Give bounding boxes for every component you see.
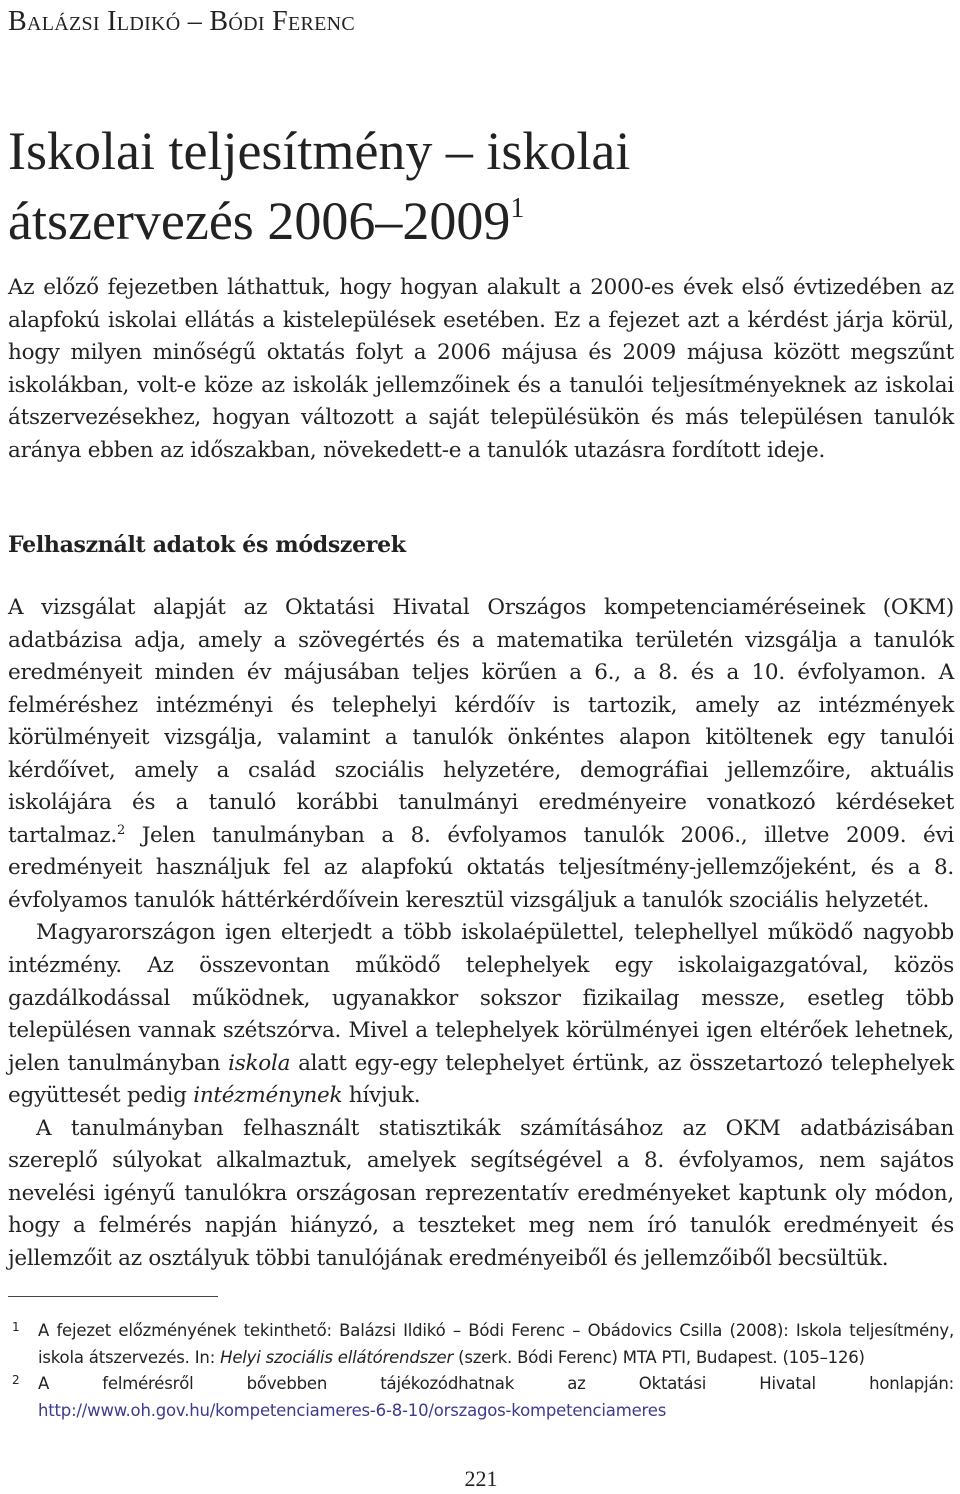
term-intezmeny: intézménynek xyxy=(193,1083,343,1109)
title-line-2: átszervezés 2006–2009 xyxy=(8,191,511,252)
page-number: 221 xyxy=(464,1466,498,1491)
term-iskola: iskola xyxy=(228,1050,291,1076)
footnotes xyxy=(8,1318,954,1424)
footnote-1 xyxy=(8,1318,954,1371)
title-footnote-ref[interactable]: 1 xyxy=(510,193,525,225)
paragraph-2 xyxy=(8,917,954,1112)
footnote-number: 2 xyxy=(12,1373,20,1387)
footnote-ref-2[interactable]: 2 xyxy=(116,822,125,838)
author-header: Balázsi Ildikó – Bódi Ferenc xyxy=(8,6,356,37)
paragraph-2-text-b: alatt egy-egy telephelyet értünk, az összetartozó telephelyek együttesét pedig xyxy=(8,1050,954,1109)
intro-text: Az előző fejezetben láthattuk, hogy hogyan alakult a 2000-es évek első évtizedében az alapfokú iskolai ellátás a kistelepülések esetében. Ez a fejezet azt a kérdést járja körül, hogy milyen minőségű oktatás folyt a 2006 májusa és 2009 májusa között megszűnt iskolákban, volt-e köze az iskolák jellemzőinek és a tanulói teljesítményeknek az iskolai átszervezésekhez, hogyan változott a saját településükön és más településen tanulók aránya ebben az időszakban, növekedett-e a tanulók utazásra fordított ideje. xyxy=(8,275,954,463)
footnote-1-text-a: A fejezet előzményének tekinthető: Balázsi Ildikó – Bódi Ferenc – Obádovics Csilla (2008): Iskola teljesítmény, iskola átszervezés. In: xyxy=(38,1321,954,1367)
paragraph-2-text-c: hívjuk. xyxy=(342,1083,421,1109)
footnote-2 xyxy=(8,1371,954,1424)
paragraph-1-text-b: Jelen tanulmányban a 8. évfolyamos tanulók 2006., illetve 2009. évi eredményeit használjuk fel az alapfokú oktatás teljesítmény-jellemzőjeként, és a 8. évfolyamos tanulók háttérkérdőívein keresztül vizsgáljuk a tanulók szociális helyzetét. xyxy=(8,822,954,913)
title-line-1: Iskolai teljesítmény – iskolai xyxy=(8,121,631,182)
paragraph-2-text-a: Magyarországon igen elterjedt a több iskolaépülettel, telephellyel működő nagyobb intézmény. Az összevontan működő telephelyek egy iskolaigazgatóval, közös gazdálkodással működnek, ugyanakkor sokszor fizikailag messze, esetleg több településen vannak szétszórva. Mivel a telephelyek körülményei igen eltérőek lehetnek, jelen tanulmányban xyxy=(8,920,954,1076)
paragraph-3: A tanulmányban felhasznált statisztikák számításához az OKM adatbázisában szereplő súlyokat alkalmaztuk, amelyek segítségével a 8. évfolyamos, nem sajátos nevelési igényű tanulókra országosan reprezentatív eredményeket kaptunk oly módon, hogy a felmérés napján hiányzó, a teszteket meg nem író tanulók eredményeit és jellemzőit az osztályuk többi tanulójának eredményeiből és jellemzőiből becsültük. xyxy=(8,1115,954,1271)
paragraph-1-text-a: A vizsgálat alapját az Oktatási Hivatal Országos kompetenciaméréseinek (OKM) adatbázisa adja, amely a szövegértés és a matematika területén vizsgálja a tanulók eredményeit minden év májusában teljes körűen a 6., a 8. és a 10. évfolyamon. A felméréshez intézményi és telephelyi kérdőív is tartozik, amely az intézmények körülményeit vizsgálja, valamint a tanulók önkéntes alapon kitöltenek egy tanulói kérdőívet, amely a család szociális helyzetére, demográfiai jellemzőire, aktuális iskolájára és a tanuló korábbi tanulmányi eredményeire vonatkozó kérdéseket tartalmaz. xyxy=(8,595,954,848)
body-text xyxy=(8,592,954,1275)
footnote-1-title: Helyi szociális ellátórendszer xyxy=(220,1347,454,1367)
chapter-title xyxy=(8,116,954,256)
section-heading: Felhasznált adatok és módszerek xyxy=(8,532,406,558)
paragraph-1 xyxy=(8,592,954,917)
footnote-2-text-a: A felmérésről bővebben tájékozódhatnak az Oktatási Hivatal honlapján: xyxy=(38,1374,954,1393)
footnote-divider xyxy=(8,1296,218,1297)
footnote-2-link[interactable]: http://www.oh.gov.hu/kompetenciameres-6-8-10/orszagos-kompetenciameres xyxy=(38,1400,667,1420)
footnote-number: 1 xyxy=(12,1320,20,1334)
footnote-1-text-b: (szerk. Bódi Ferenc) MTA PTI, Budapest. (105–126) xyxy=(453,1347,865,1367)
document-page xyxy=(8,0,954,1494)
intro-paragraph xyxy=(8,272,954,468)
